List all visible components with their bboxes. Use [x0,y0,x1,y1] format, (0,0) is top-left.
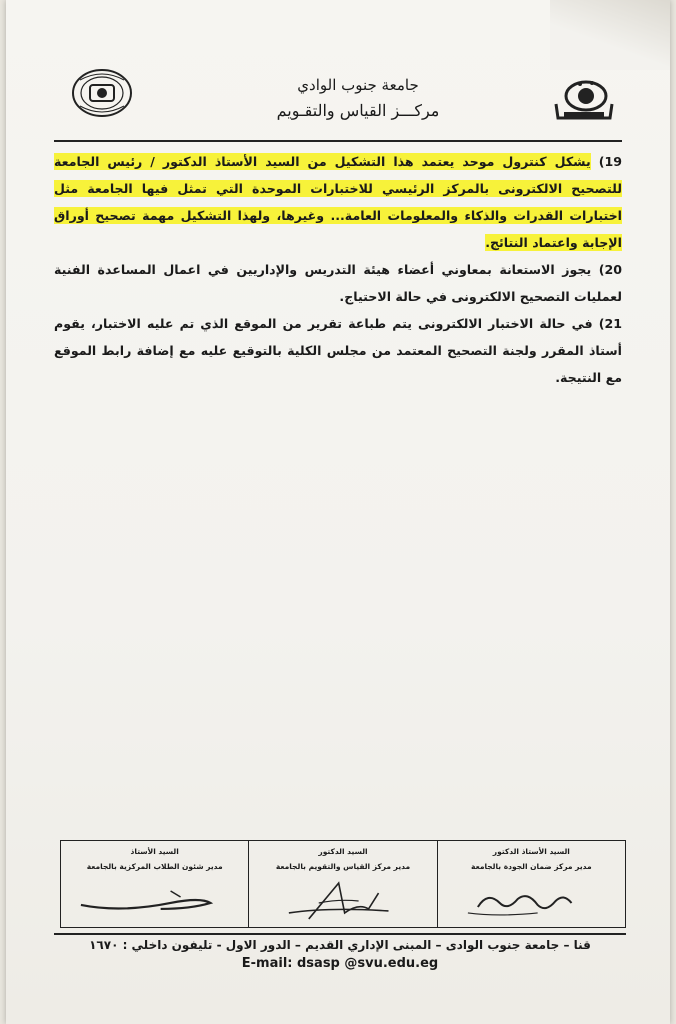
page-fold-shadow [550,0,670,70]
footer-email: E-mail: dsasp @svu.edu.eg [241,956,439,971]
signer-title: السيد الأستاذ الدكتور [492,847,570,856]
clause-number: 20) [598,262,622,277]
signature-table [60,840,626,928]
footer-address: قنا – جامعة جنوب الوادى – المبنى الإداري القديم – الدور الاول - تليفون داخلي : ١٦٧٠ [89,938,591,952]
clause-text-highlighted: يشكل كنترول موحد يعتمد هذا التشكيل من السيد الأستاذ الدكتور / رئيس الجامعة للتصحيح الالكترونى بالمركز الرئيسي للاختبارات الموحدة التي تمثل فيها الجامعة مثل اختبارات القدرات والذكاء والمعلومات العامة... وغيرها، ولهذا التشكيل مهمة تصحيح أوراق الإجابة واعتماد النتائج. [54,154,622,250]
center-name: مركـــز القياس والتقـويم [276,101,440,120]
university-name: جامعة جنوب الوادي [297,76,419,94]
signer-title: السيد الأستاذ [130,847,179,856]
document-page [6,0,670,1024]
clause-20 [54,256,622,310]
signer-role: مدير مركز ضمان الجودة بالجامعة [471,862,592,871]
clause-text: في حالة الاختبار الالكترونى يتم طباعة تقرير من الموقع الذي تم عليه الاختبار، يقوم أستاذ المقرر ولجنة التصحيح المعتمد من مجلس الكلية بالتوقيع عليه مع إضافة رابط الموقع مع النتيجة. [54,316,622,385]
header-divider [54,140,622,142]
clause-text: يجوز الاستعانة بمعاوني أعضاء هيئة التدريس والإداريين في اعمال المساعدة الفنية لعمليات التصحيح الالكترونى في حالة الاحتياج. [54,262,622,304]
footer-divider [54,933,626,935]
clause-number: 19) [598,154,622,169]
handwritten-signature [438,873,625,925]
clause-number: 21) [598,316,622,331]
handwritten-signature [249,873,436,925]
handwritten-signature [61,873,248,925]
signer-title: السيد الدكتور [318,847,368,856]
signature-cell-assessment [248,841,436,927]
clause-21 [54,310,622,391]
signer-role: مدير شئون الطلاب المركزية بالجامعة [86,862,223,871]
signature-cell-student-affairs [61,841,248,927]
document-body [54,148,622,391]
clause-19 [54,148,622,256]
signer-role: مدير مركز القياس والتقويم بالجامعة [275,862,411,871]
signature-cell-quality [437,841,625,927]
